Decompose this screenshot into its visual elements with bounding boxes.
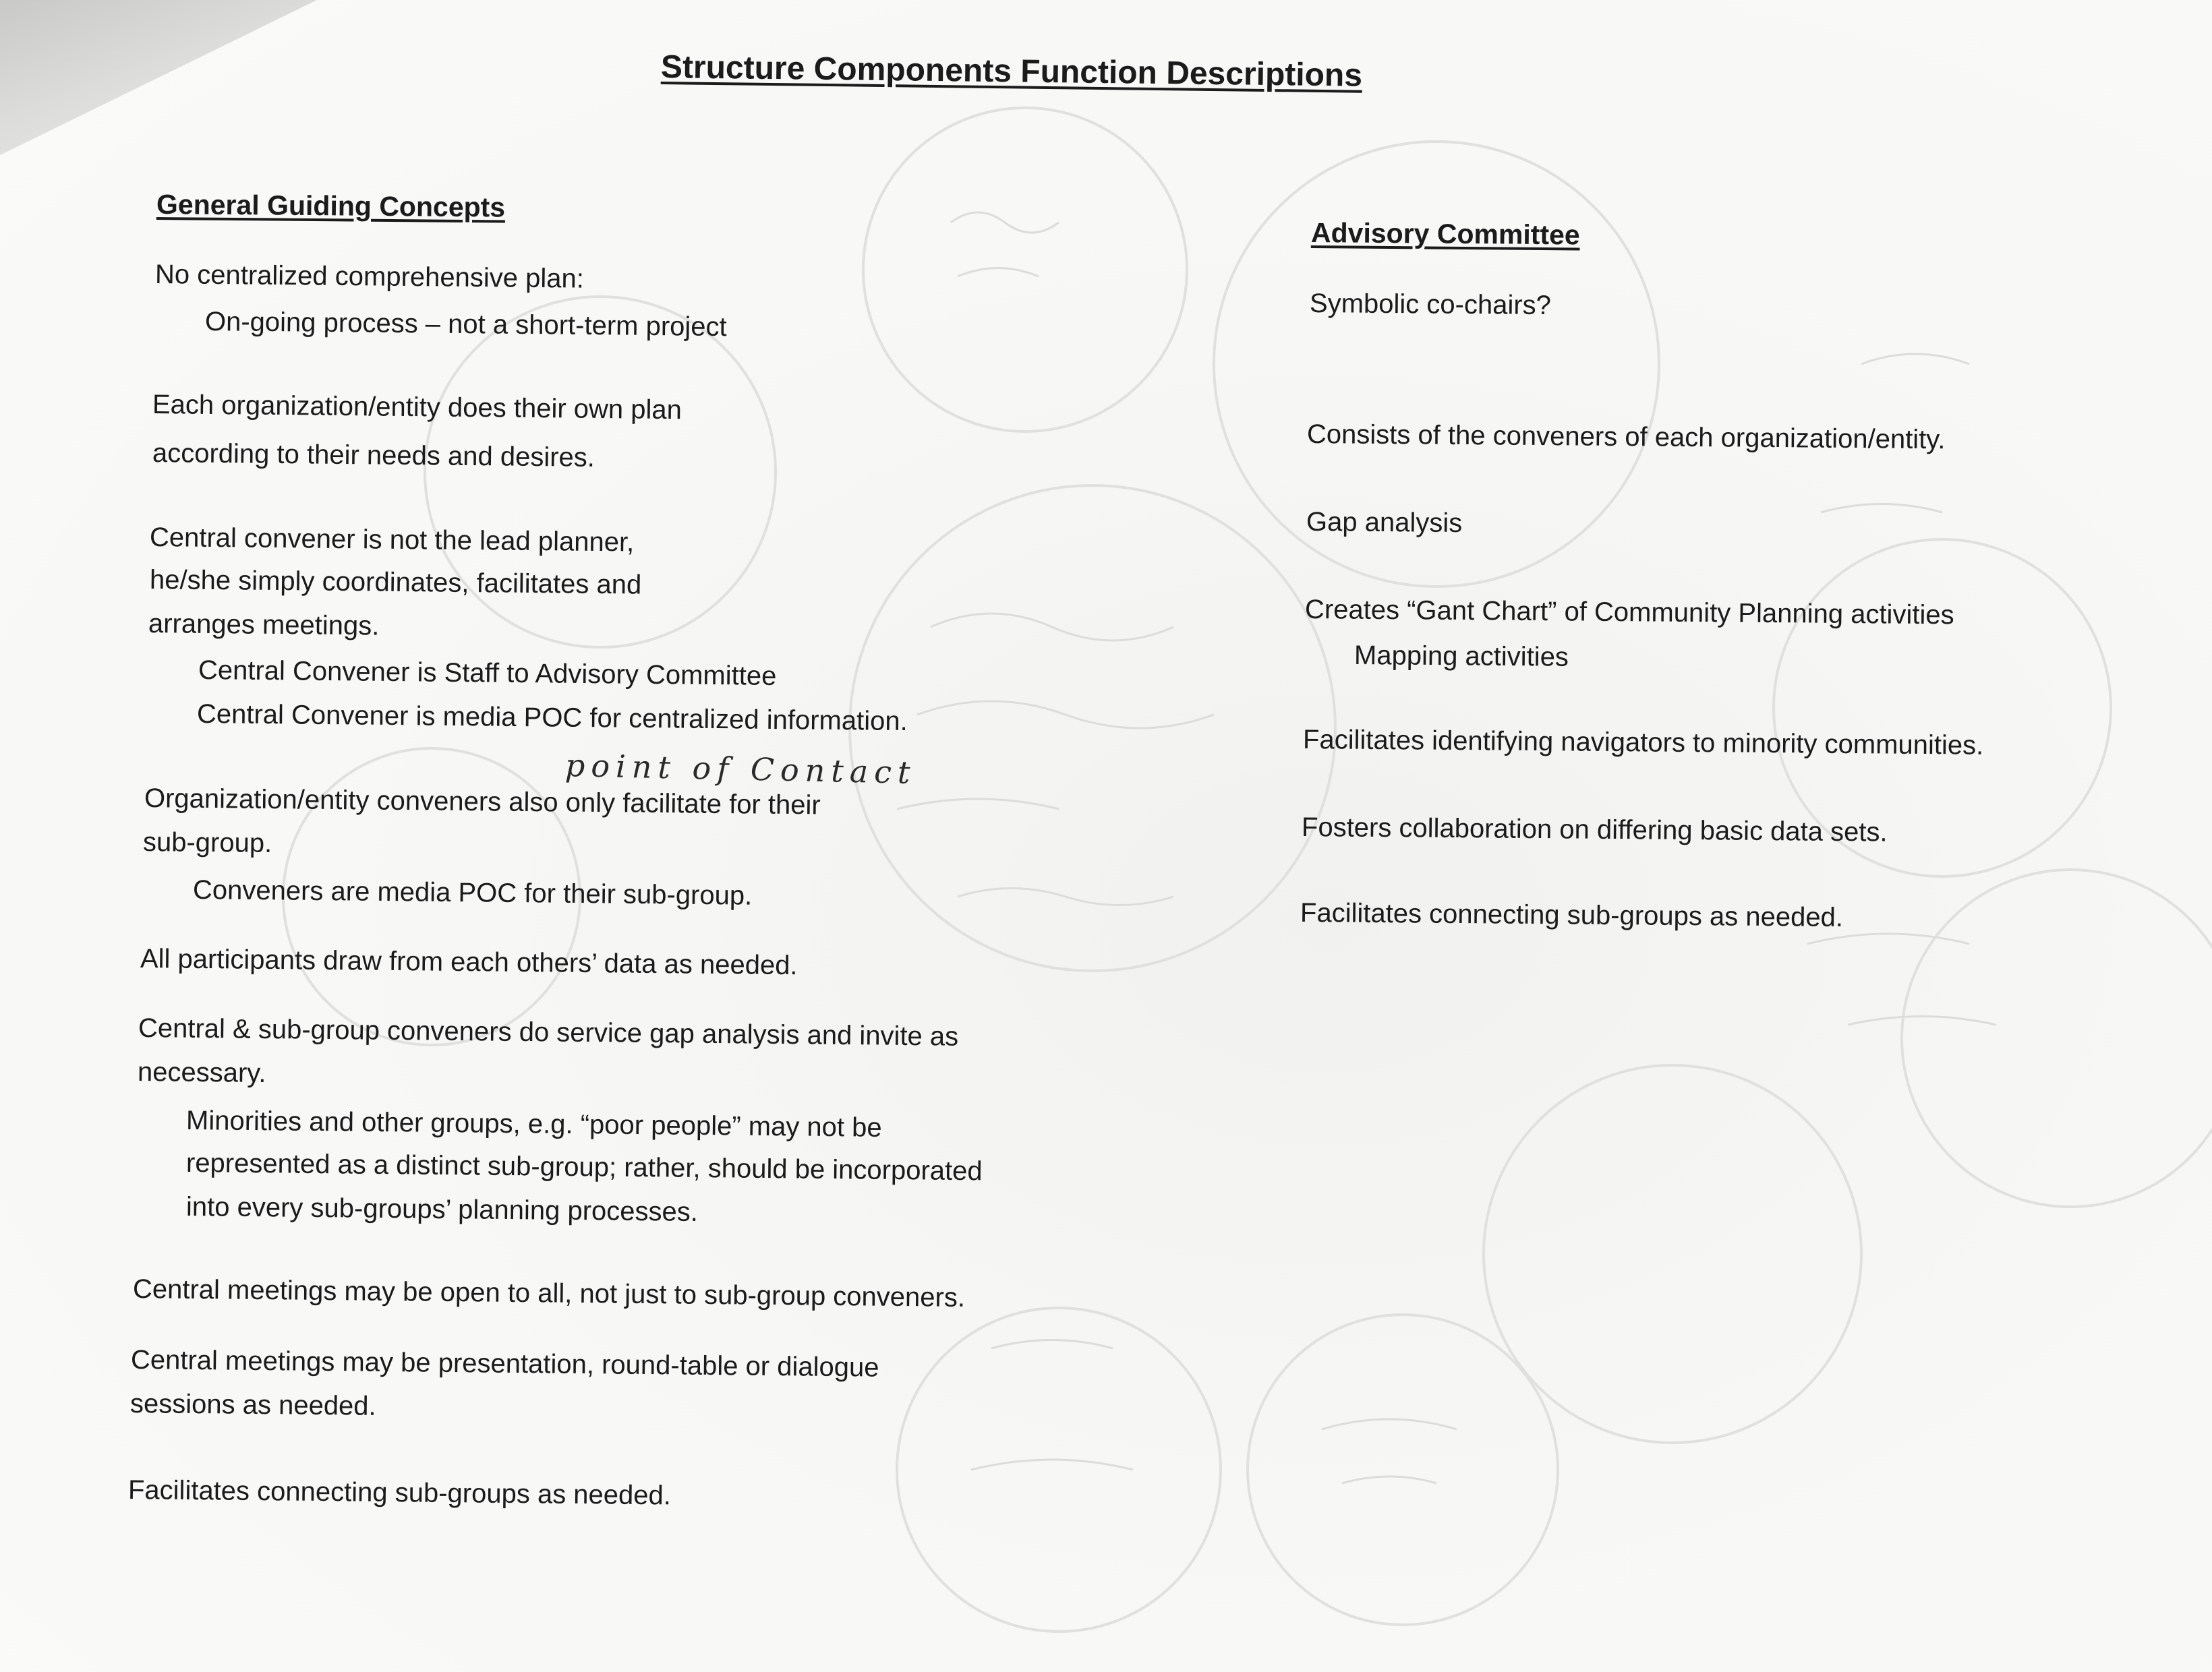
page-title: Structure Components Function Descriptions bbox=[660, 49, 1363, 94]
left-line-8: Central Convener is Staff to Advisory Committee bbox=[198, 655, 777, 691]
right-line-8: Facilitates connecting sub-groups as needed. bbox=[1300, 898, 1844, 933]
left-line-7: arranges meetings. bbox=[148, 609, 380, 641]
left-line-20: Central meetings may be presentation, round-table or dialogue bbox=[130, 1345, 879, 1383]
right-line-7: Fosters collaboration on differing basic data sets. bbox=[1301, 812, 1888, 847]
right-line-1: Symbolic co-chairs? bbox=[1309, 289, 1552, 321]
left-line-18: into every sub-groups’ planning processes. bbox=[185, 1192, 699, 1227]
left-line-9: Central Convener is media POC for centralized information. bbox=[196, 699, 908, 737]
left-line-4: according to their needs and desires. bbox=[152, 438, 595, 473]
right-line-2: Consists of the conveners of each organization/entity. bbox=[1306, 419, 1946, 455]
left-line-2: On-going process – not a short-term project bbox=[204, 307, 727, 342]
left-line-16: Minorities and other groups, e.g. “poor people” may not be bbox=[185, 1106, 882, 1143]
left-line-10: Organization/entity conveners also only facilitate for their bbox=[144, 783, 821, 820]
left-line-1: No centralized comprehensive plan: bbox=[154, 260, 585, 294]
advisory-committee-heading: Advisory Committee bbox=[1310, 217, 1580, 251]
right-line-5: Mapping activities bbox=[1354, 640, 1569, 672]
left-line-11: sub-group. bbox=[142, 827, 272, 859]
right-line-3: Gap analysis bbox=[1306, 507, 1463, 539]
left-line-3: Each organization/entity does their own plan bbox=[152, 390, 682, 425]
left-line-12: Conveners are media POC for their sub-group. bbox=[192, 875, 753, 911]
left-line-19: Central meetings may be open to all, not just to sub-group conveners. bbox=[132, 1274, 966, 1313]
left-line-14: Central & sub-group conveners do service gap analysis and invite as bbox=[138, 1013, 959, 1052]
left-line-6: he/she simply coordinates, facilitates and bbox=[149, 565, 642, 600]
right-line-6: Facilitates identifying navigators to minority communities. bbox=[1302, 725, 1984, 760]
left-line-17: represented as a distinct sub-group; rather, should be incorporated bbox=[185, 1148, 983, 1187]
left-line-13: All participants draw from each others’ data as needed. bbox=[140, 944, 798, 981]
left-line-5: Central convener is not the lead planner, bbox=[149, 522, 635, 558]
left-line-22: Facilitates connecting sub-groups as needed. bbox=[127, 1475, 672, 1511]
general-guiding-concepts-heading: General Guiding Concepts bbox=[156, 189, 506, 223]
left-line-15: necessary. bbox=[137, 1057, 266, 1088]
right-line-4: Creates “Gant Chart” of Community Planning activities bbox=[1304, 595, 1954, 630]
left-line-21: sessions as needed. bbox=[129, 1389, 376, 1421]
handwritten-annotation: point of Contact bbox=[564, 747, 917, 791]
